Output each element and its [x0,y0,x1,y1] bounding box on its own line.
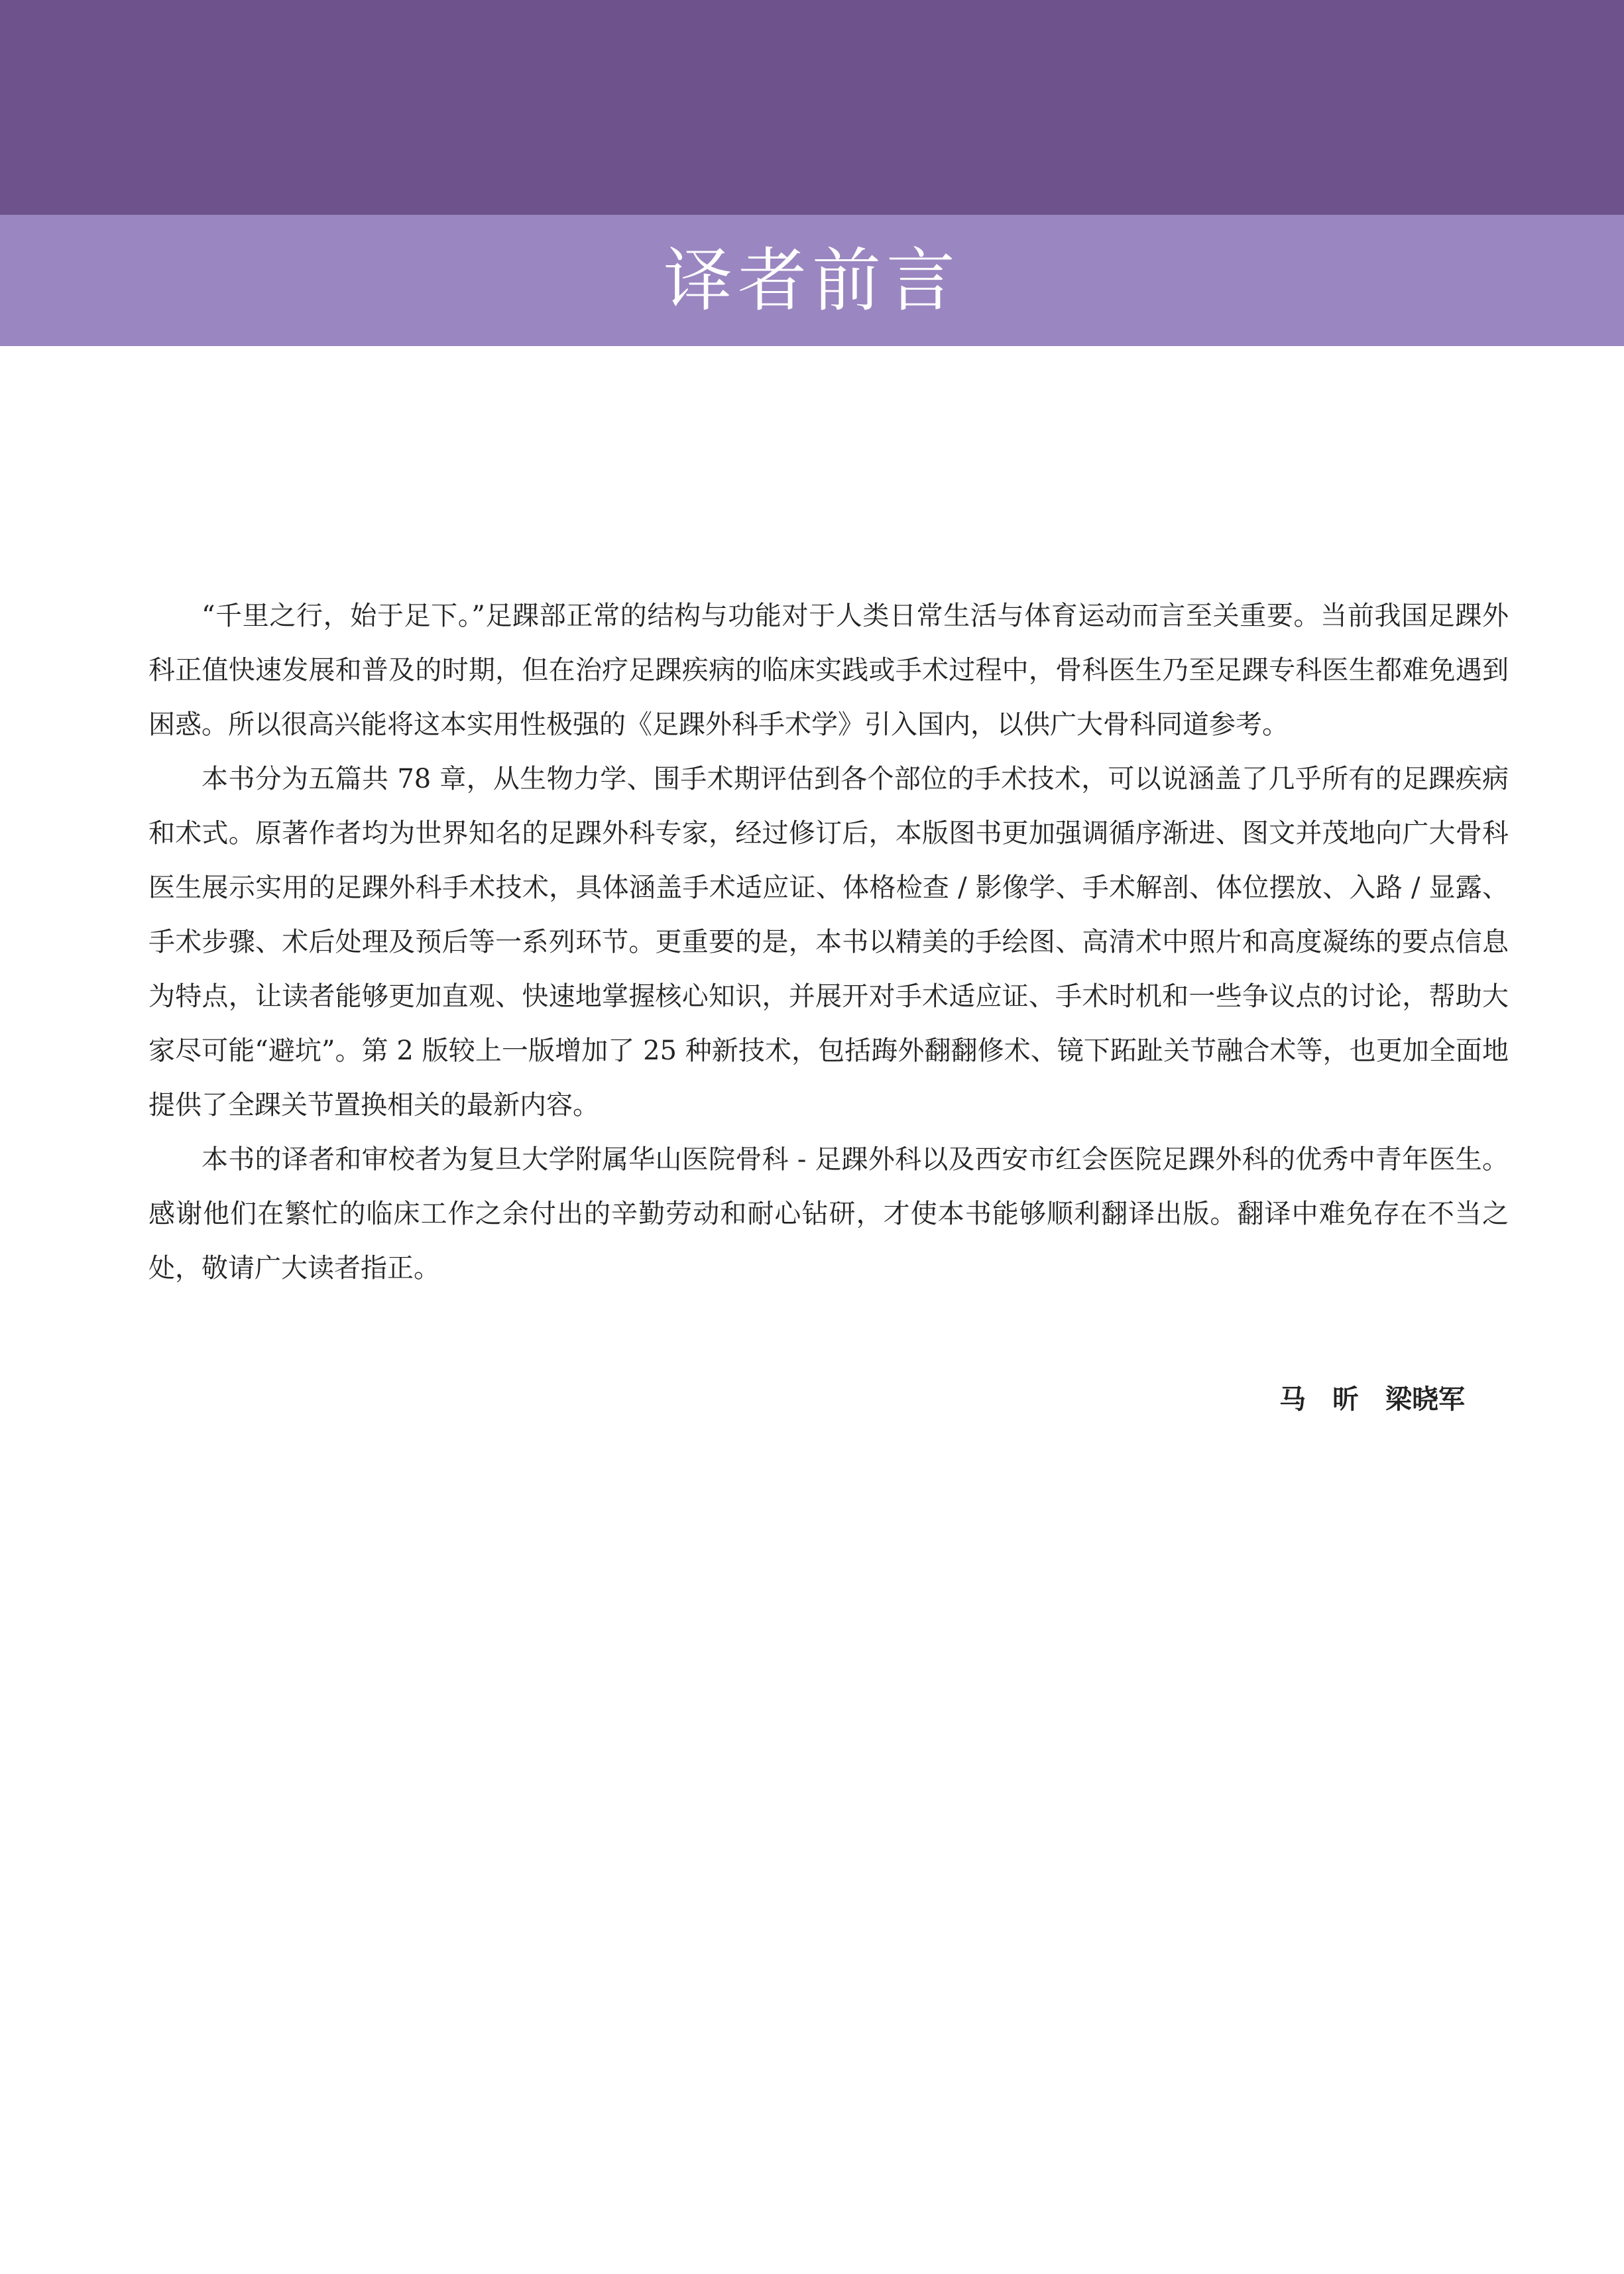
translator-signature: 马 昕 梁晓军 [1279,1384,1465,1415]
title-band [0,215,1624,346]
preface-body [148,589,1509,1295]
page-title: 译者前言 [663,240,960,321]
preface-paragraph-3: 本书的译者和审校者为复旦大学附属华山医院骨科 - 足踝外科以及西安市红会医院足踝外科的优秀中青年医生。感谢他们在繁忙的临床工作之余付出的辛勤劳动和耐心钻研，才使本书能够顺利翻译出版。翻译中难免存在不当之处，敬请广大读者指正。 [148,1144,1509,1284]
preface-paragraph-1: “千里之行，始于足下。”足踝部正常的结构与功能对于人类日常生活与体育运动而言至关重要。当前我国足踝外科正值快速发展和普及的时期，但在治疗足踝疾病的临床实践或手术过程中，骨科医生乃至足踝专科医生都难免遇到困惑。所以很高兴能将这本实用性极强的《足踝外科手术学》引入国内，以供广大骨科同道参考。 [148,601,1509,740]
preface-paragraph-2: 本书分为五篇共 78 章，从生物力学、围手术期评估到各个部位的手术技术，可以说涵盖了几乎所有的足踝疾病和术式。原著作者均为世界知名的足踝外科专家，经过修订后，本版图书更加强调循序渐进、图文并茂地向广大骨科医生展示实用的足踝外科手术技术，具体涵盖手术适应证、体格检查 / 影像学、手术解剖、体位摆放、入路 / 显露、手术步骤、术后处理及预后等一系列环节。更重要的是，本书以精美的手绘图、高清术中照片和高度凝练的要点信息为特点，让读者能够更加直观、快速地掌握核心知识，并展开对手术适应证、手术时机和一些争议点的讨论，帮助大家尽可能“避坑”。第 2 版较上一版增加了 25 种新技术，包括踇外翻翻修术、镜下跖趾关节融合术等，也更加全面地提供了全踝关节置换相关的最新内容。 [148,764,1509,1120]
header-band [0,0,1624,215]
